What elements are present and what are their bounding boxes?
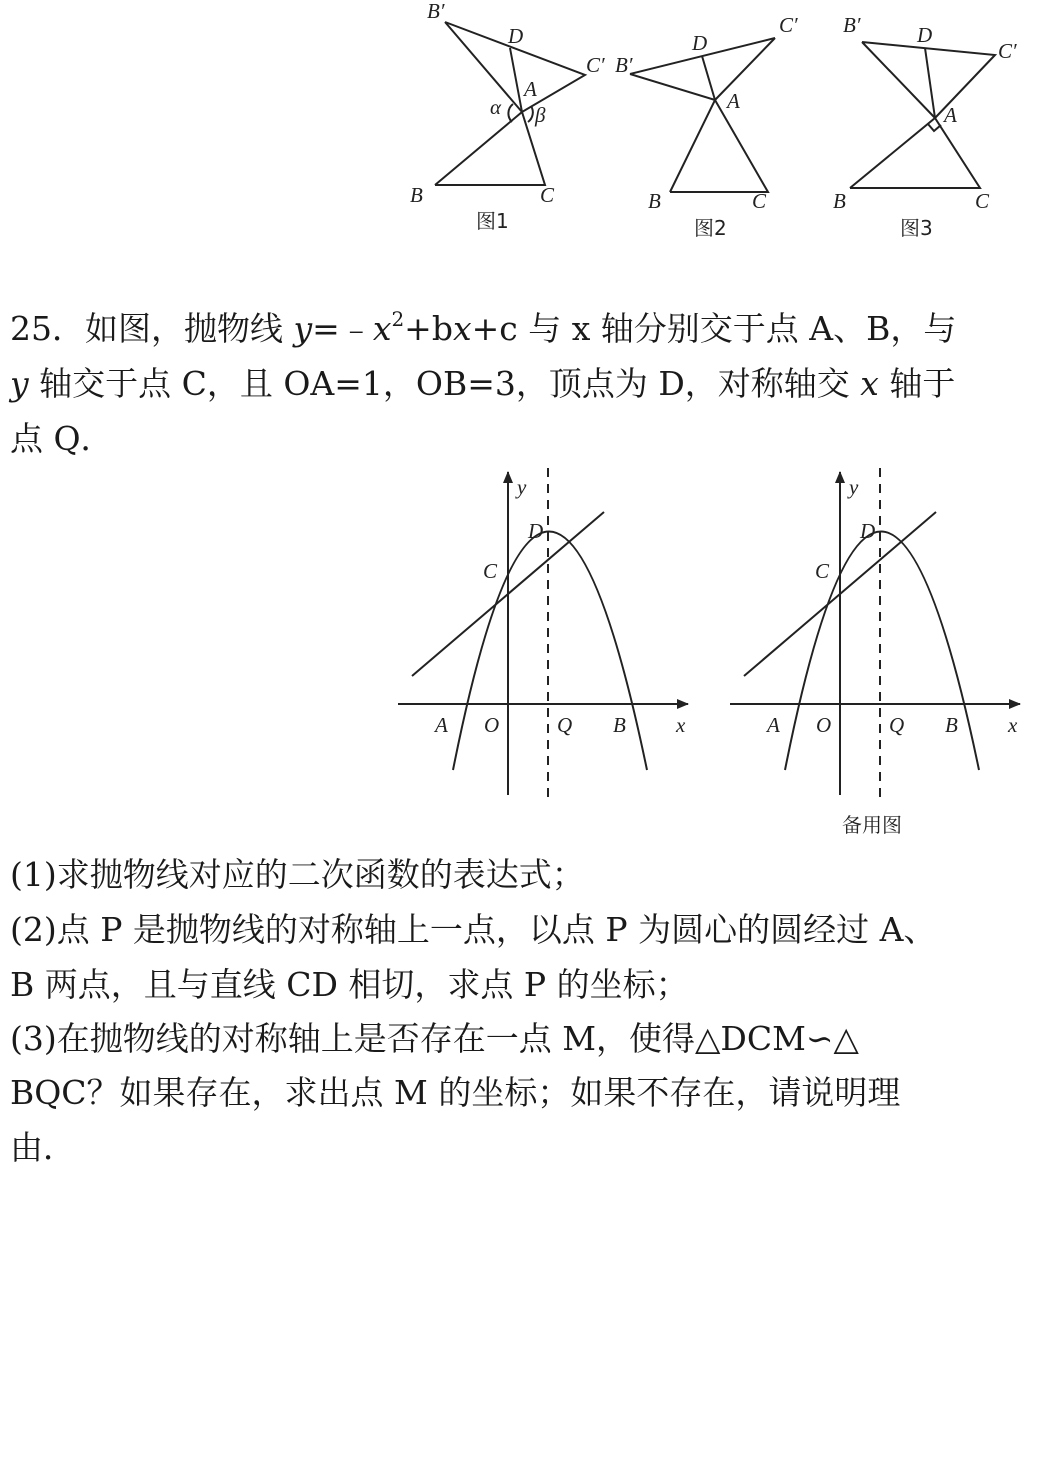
label-x: x (676, 713, 686, 737)
question-3-line-1: (3)在抛物线的对称轴上是否存在一点 M，使得△DCM∽△ (10, 1019, 859, 1058)
fig1-triangle-bottom (435, 112, 545, 185)
fig2-label-b: B (648, 189, 661, 213)
figure-1 (410, 0, 605, 233)
label-b: B (945, 713, 958, 737)
parabola-graph-main (398, 468, 688, 798)
fig1-label-b: B (410, 183, 423, 207)
fig2-label-c: C (752, 189, 767, 213)
label-q: Q (889, 713, 905, 737)
fig1-label-alpha: α (490, 95, 502, 119)
label-b: B (613, 713, 626, 737)
problem-line-2: y 轴交于点 C，且 OA=1，OB=3，顶点为 D，对称轴交 x 轴于 (10, 364, 956, 403)
figure-3 (833, 13, 1017, 240)
fig3-segment-ad (925, 48, 935, 118)
fig1-label-b-prime: B′ (427, 0, 445, 23)
fig1-label-beta: β (535, 103, 546, 127)
fig2-label-d: D (692, 31, 708, 55)
question-2-line-2: B 两点，且与直线 CD 相切，求点 P 的坐标； (10, 965, 689, 1004)
fig3-label-b-prime: B′ (843, 13, 861, 37)
graph-caption: 备用图 (842, 813, 902, 837)
fig2-label-b-prime: B′ (615, 53, 633, 77)
label-d: D (528, 519, 544, 543)
fig1-segment-ad (510, 48, 522, 112)
fig3-label-a: A (944, 103, 957, 127)
fig3-label-c-prime: C′ (998, 39, 1017, 63)
fig2-caption: 图2 (694, 216, 727, 240)
fig1-caption: 图1 (476, 209, 509, 233)
label-c: C (815, 559, 830, 583)
label-c: C (483, 559, 498, 583)
label-a: A (435, 713, 448, 737)
top-figures (0, 0, 1042, 250)
label-q: Q (557, 713, 573, 737)
fig1-label-c: C (540, 183, 555, 207)
fig3-label-c: C (975, 189, 990, 213)
fig2-label-a: A (727, 89, 740, 113)
label-y: y (517, 475, 527, 499)
parabola-graphs (0, 460, 1042, 850)
fig1-label-d: D (508, 24, 524, 48)
label-x: x (1008, 713, 1018, 737)
fig3-label-d: D (917, 23, 933, 47)
label-o: O (816, 713, 832, 737)
fig3-label-b: B (833, 189, 846, 213)
fig2-segment-ad (702, 56, 715, 100)
fig3-triangle-top (862, 42, 995, 118)
figure-2 (615, 13, 798, 240)
problem-line-3: 点 Q． (10, 419, 114, 458)
question-2-line-1: (2)点 P 是抛物线的对称轴上一点，以点 P 为圆心的圆经过 A、 (10, 910, 937, 949)
fig1-label-c-prime: C′ (586, 53, 605, 77)
question-1: (1)求抛物线对应的二次函数的表达式； (10, 855, 585, 894)
question-3-line-2: BQC？如果存在，求出点 M 的坐标；如果不存在，请说明理 (10, 1073, 901, 1112)
problem-line-1: 25．如图，抛物线 $y=﹣x^2+bx+c$ 与 x 轴分别交于点 A、B，与 (10, 307, 957, 348)
problem-number: 25 (10, 309, 52, 348)
label-a: A (767, 713, 780, 737)
question-3-line-3: 由． (10, 1128, 76, 1167)
fig2-label-c-prime: C′ (779, 13, 798, 37)
label-y: y (849, 475, 859, 499)
fig2-triangle-bottom (670, 100, 768, 192)
fig3-caption: 图3 (900, 216, 933, 240)
label-d: D (860, 519, 876, 543)
fig3-triangle-bottom (850, 118, 980, 188)
parabola-graph-backup (730, 468, 1020, 837)
fig1-label-a: A (524, 77, 537, 101)
label-o: O (484, 713, 500, 737)
